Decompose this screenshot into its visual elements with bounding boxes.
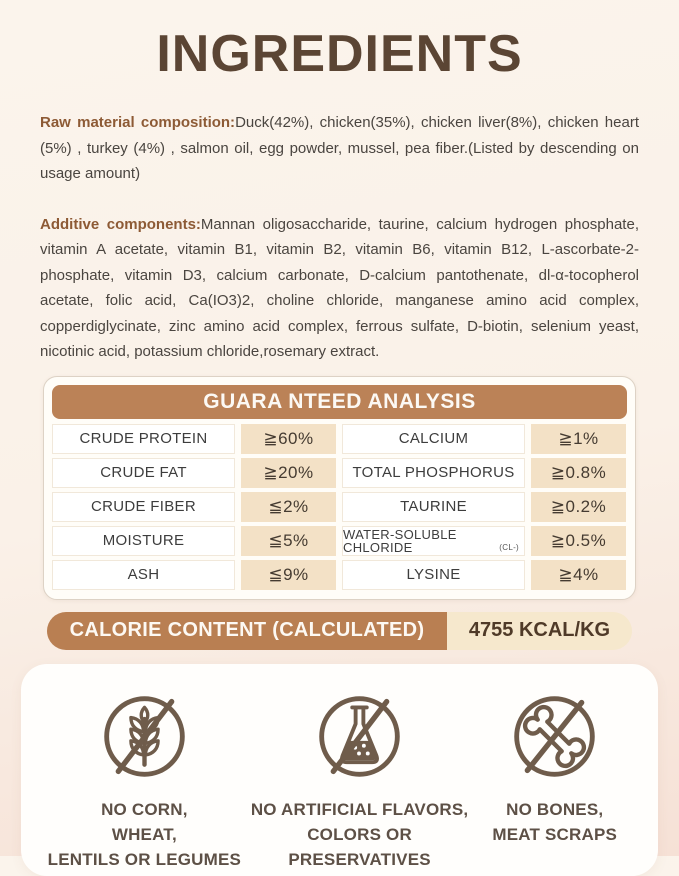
guaranteed-analysis-card — [43, 376, 636, 600]
analysis-label: TAURINE — [342, 492, 525, 522]
raw-material-paragraph — [40, 110, 639, 187]
analysis-value: ≧0.8% — [531, 458, 626, 488]
analysis-label: CALCIUM — [342, 424, 525, 454]
badge-caption — [48, 797, 241, 872]
badge-no-grains — [43, 664, 246, 876]
analysis-label: MOISTURE — [52, 526, 235, 556]
analysis-value: ≦2% — [241, 492, 336, 522]
page-title: INGREDIENTS — [156, 25, 523, 83]
analysis-value: ≧4% — [531, 560, 626, 590]
badge-caption — [251, 797, 469, 872]
raw-material-text: Duck(42%), chicken(35%), chicken liver(8%), chicken heart (5%) , turkey (4%) , salmon oil, egg powder, mussel, pea fiber.(Listed by descending on usage amount) — [40, 114, 639, 182]
analysis-value: ≧60% — [241, 424, 336, 454]
analysis-label-text: WATER-SOLUBLE CHLORIDE — [343, 526, 457, 555]
badge-caption-line: COLORS OR — [307, 824, 412, 844]
badge-caption-line: WHEAT, — [111, 824, 177, 844]
analysis-label: TOTAL PHOSPHORUS — [342, 458, 525, 488]
no-grains-icon — [96, 688, 193, 785]
badge-caption-line: NO ARTIFICIAL FLAVORS, — [250, 799, 469, 819]
badge-caption-line: MEAT SCRAPS — [492, 824, 618, 844]
analysis-value: ≧1% — [531, 424, 626, 454]
analysis-label: CRUDE FIBER — [52, 492, 235, 522]
ingredients-label — [0, 24, 679, 869]
guaranteed-analysis-title: GUARA NTEED ANALYSIS — [52, 385, 627, 419]
calorie-label: CALORIE CONTENT (CALCULATED) — [47, 612, 447, 650]
no-artificial-flask-icon — [311, 688, 408, 785]
no-bones-icon — [506, 688, 603, 785]
badge-caption-line: PRESERVATIVES — [288, 849, 431, 869]
analysis-value: ≧0.2% — [531, 492, 626, 522]
badge-caption-line: NO CORN, — [101, 799, 188, 819]
guaranteed-analysis-table — [52, 424, 627, 590]
analysis-value: ≦5% — [241, 526, 336, 556]
no-additives-card — [21, 664, 658, 876]
analysis-label — [342, 526, 525, 556]
analysis-value: ≧0.5% — [531, 526, 626, 556]
analysis-value: ≦9% — [241, 560, 336, 590]
analysis-label: LYSINE — [342, 560, 525, 590]
badge-caption — [492, 797, 617, 847]
badge-no-artificial — [246, 664, 474, 876]
badge-caption-line: LENTILS OR LEGUMES — [47, 849, 242, 869]
analysis-label: CRUDE PROTEIN — [52, 424, 235, 454]
calorie-value: 4755 KCAL/KG — [447, 612, 632, 650]
additives-text: Mannan oligosaccharide, taurine, calcium hydrogen phosphate, vitamin A acetate, vitamin B1, vitamin B2, vitamin B6, vitamin B12, L-ascorbate-2- phosphate, vitamin D3, calcium carbonate, D-calcium pantothenate, dl-α-tocopherol acetate, folic acid, Ca(IO3)2, choline chloride, manganese amino acid complex, copperdiglycinate, zinc amino acid complex, ferrous sulfate, D-biotin, selenium yeast, nicotinic acid, potassium chloride,rosemary extract. — [40, 215, 639, 360]
badge-caption-line: NO BONES, — [506, 799, 604, 819]
analysis-label: CRUDE FAT — [52, 458, 235, 488]
analysis-label: ASH — [52, 560, 235, 590]
analysis-value: ≧20% — [241, 458, 336, 488]
calorie-bar — [47, 612, 632, 650]
additives-paragraph — [40, 212, 639, 365]
badge-no-bones — [473, 664, 636, 876]
raw-material-label: Raw material composition: — [40, 114, 236, 131]
additives-label: Additive components: — [40, 215, 201, 233]
analysis-sublabel: (CL-) — [499, 542, 519, 552]
